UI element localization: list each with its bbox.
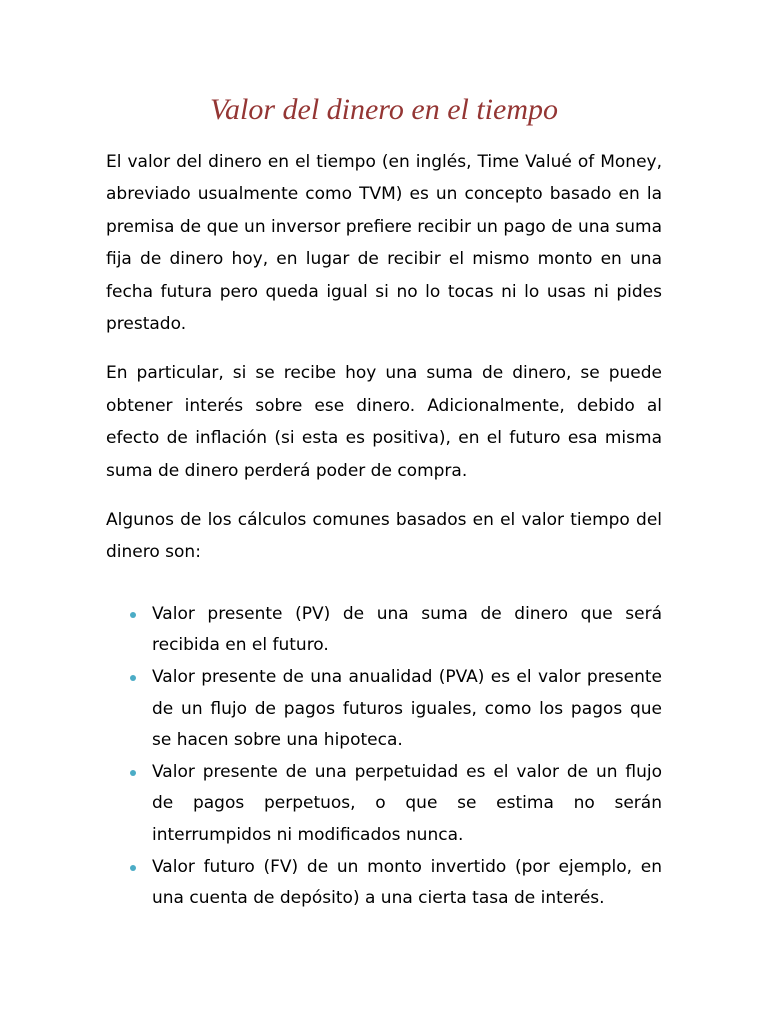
document-title: Valor del dinero en el tiempo: [210, 93, 558, 126]
bullet-dot-icon: [130, 675, 136, 681]
calculations-bullet-list: [106, 599, 662, 915]
list-item: [106, 852, 662, 915]
list-item-text: Valor presente (PV) de una suma de dinero que será recibida en el futuro.: [152, 603, 662, 656]
list-item: [106, 662, 662, 757]
list-item-text: Valor presente de una anualidad (PVA) es el valor presente de un flujo de pagos futuros iguales, como los pagos que se hacen sobre una hipoteca.: [152, 667, 662, 751]
paragraph-calculations-intro: Algunos de los cálculos comunes basados en el valor tiempo del dinero son:: [106, 510, 662, 563]
paragraph-intro: El valor del dinero en el tiempo (en inglés, Time Valué of Money, abreviado usualmente como TVM) es un concepto basado en la premisa de que un inversor prefiere recibir un pago de una suma fija de dinero hoy, en lugar de recibir el mismo monto en una fecha futura pero queda igual si no lo tocas ni lo usas ni pides prestado.: [106, 152, 662, 335]
list-item: [106, 599, 662, 662]
bullet-dot-icon: [130, 770, 136, 776]
list-item: [106, 757, 662, 852]
list-item-text: Valor futuro (FV) de un monto invertido (por ejemplo, en una cuenta de depósito) a una cierta tasa de interés.: [152, 856, 662, 909]
bullet-dot-icon: [130, 612, 136, 618]
list-item-text: Valor presente de una perpetuidad es el valor de un flujo de pagos perpetuos, o que se estima no serán interrumpidos ni modificados nunca.: [152, 761, 662, 846]
paragraph-interest: En particular, si se recibe hoy una suma de dinero, se puede obtener interés sobre ese dinero. Adicionalmente, debido al efecto de inflación (si esta es positiva), en el futuro esa misma suma de dinero perderá poder de compra.: [106, 363, 662, 481]
bullet-dot-icon: [130, 865, 136, 871]
